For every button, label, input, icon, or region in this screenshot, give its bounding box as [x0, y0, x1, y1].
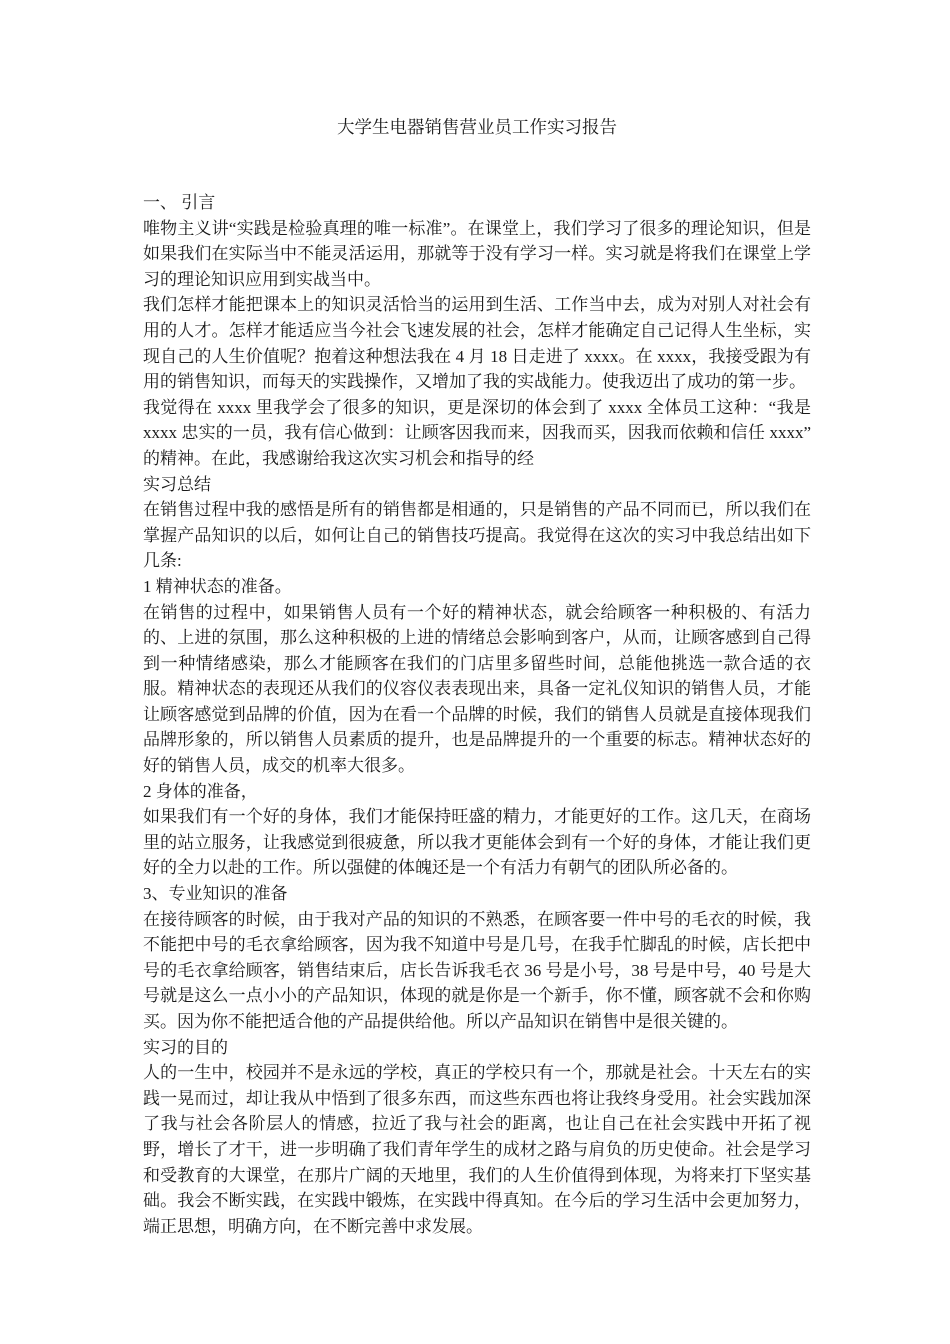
paragraph-intro-3: 我觉得在 xxxx 里我学会了很多的知识，更是深切的体会到了 xxxx 全体员工这种：“我是 xxxx 忠实的一员，我有信心做到：让顾客因我而来，因我而买，因我而依赖和信任 xxxx” 的精神。在此，我感谢给我这次实习机会和指导的经: [143, 397, 811, 468]
document-content: [143, 114, 811, 1239]
paragraph-mental-state: 在销售的过程中，如果销售人员有一个好的精神状态，就会给顾客一种积极的、有活力的、上进的氛围，那么这种积极的上进的情绪总会影响到客户，从而，让顾客感到自己得到一种情绪感染，那么才能顾客在我们的门店里多留些时间，总能他挑选一款合适的衣服。精神状态的表现还从我们的仪容仪表表现出来，具备一定礼仪知识的销售人员，才能让顾客感觉到品牌的价值，因为在看一个品牌的时候，我们的销售人员就是直接体现我们品牌形象的，所以销售人员素质的提升，也是品牌提升的一个重要的标志。精神状态好的好的销售人员，成交的机率大很多。: [143, 602, 811, 776]
paragraph-summary-lead: 在销售过程中我的感悟是所有的销售都是相通的，只是销售的产品不同而已，所以我们在掌握产品知识的以后，如何让自己的销售技巧提高。我觉得在这次的实习中我总结出如下几条:: [143, 500, 811, 571]
section-heading-summary: 实习总结: [143, 474, 211, 494]
section-heading-purpose: 实习的目的: [143, 1037, 228, 1057]
paragraph-intro-2: 我们怎样才能把课本上的知识灵活恰当的运用到生活、工作当中去，成为对别人对社会有用的人才。怎样才能适应当今社会飞速发展的社会，怎样才能确定自己记得人生坐标，实现自己的人生价值呢？抱着这种想法我在 4 月 18 日走进了 xxxx。在 xxxx，我接受跟为有用的销售知识，而每天的实践操作，又增加了我的实战能力。使我迈出了成功的第一步。: [143, 295, 811, 392]
paragraph-physical: 如果我们有一个好的身体，我们才能保持旺盛的精力，才能更好的工作。这几天，在商场里的站立服务，让我感觉到很疲惫，所以我才更能体会到有一个好的身体，才能让我们更好的全力以赴的工作。所以强健的体魄还是一个有活力有朝气的团队所必备的。: [143, 807, 811, 878]
paragraph-purpose: 人的一生中，校园并不是永远的学校，真正的学校只有一个，那就是社会。十天左右的实践一晃而过，却让我从中悟到了很多东西，而这些东西也将让我终身受用。社会实践加深了我与社会各阶层人的情感，拉近了我与社会的距离，也让自己在社会实践中开拓了视野，增长了才干，进一步明确了我们青年学生的成材之路与肩负的历史使命。社会是学习和受教育的大课堂，在那片广阔的天地里，我们的人生价值得到体现，为将来打下坚实基础。我会不断实践，在实践中锻炼，在实践中得真知。在今后的学习生活中会更加努力，端正思想，明确方向，在不断完善中求发展。: [143, 1063, 811, 1236]
section-heading-introduction: 一、 引言: [143, 193, 216, 212]
list-item-2-physical: 2 身体的准备，: [143, 781, 258, 801]
document-title: 大学生电器销售营业员工作实习报告: [337, 117, 617, 137]
list-item-1-mental-state: 1 精神状态的准备。: [143, 576, 292, 596]
paragraph-product-knowledge: 在接待顾客的时候，由于我对产品的知识的不熟悉，在顾客要一件中号的毛衣的时候，我不能把中号的毛衣拿给顾客，因为我不知道中号是几号，在我手忙脚乱的时候，店长把中号的毛衣拿给顾客，销售结束后，店长告诉我毛衣 36 号是小号，38 号是中号，40 号是大号就是这么一点小小的产品知识，体现的就是你是一个新手，你不懂，顾客就不会和你购买。因为你不能把适合他的产品提供给他。所以产品知识在销售中是很关键的。: [143, 909, 811, 1031]
paragraph-intro-1: 唯物主义讲“实践是检验真理的唯一标准”。在课堂上，我们学习了很多的理论知识，但是如果我们在实际当中不能灵活运用，那就等于没有学习一样。实习就是将我们在课堂上学习的理论知识应用到实战当中。: [143, 218, 811, 289]
list-item-3-product-knowledge: 3、专业知识的准备: [143, 884, 288, 904]
